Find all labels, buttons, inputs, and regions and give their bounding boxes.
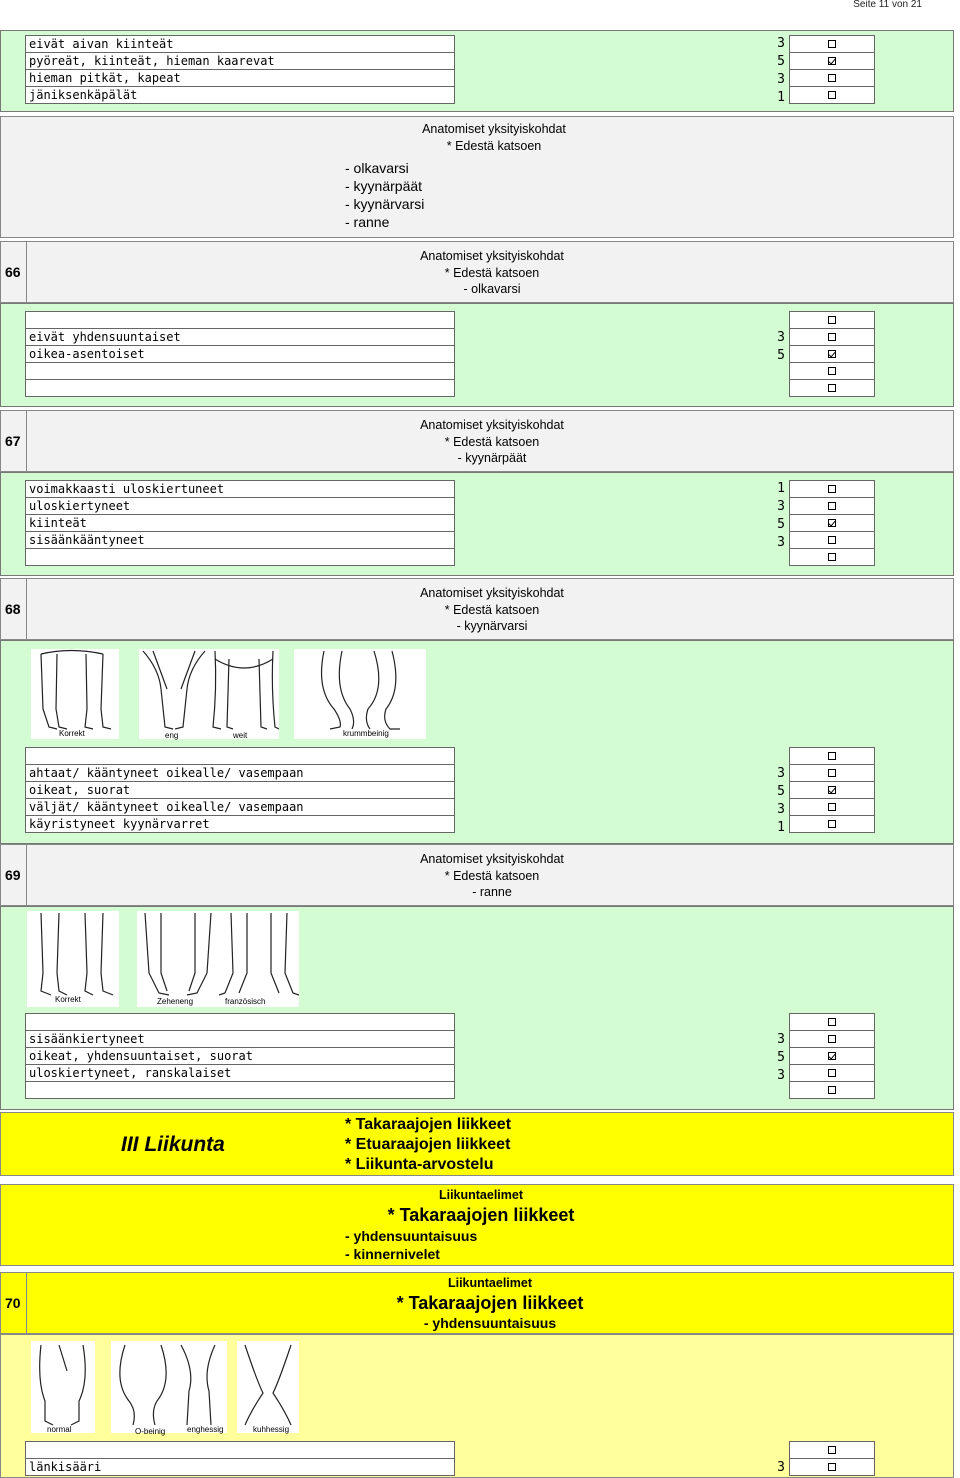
dog-legs-image: [219, 911, 299, 1007]
points-value: 3: [777, 72, 785, 87]
checkbox-cell[interactable]: [789, 1064, 875, 1082]
checkbox-checked[interactable]: [828, 57, 836, 65]
question-topic: - ranne: [472, 885, 512, 899]
liikunta-item: - yhdensuuntaisuus: [345, 1228, 478, 1244]
question-header-68: [0, 578, 954, 640]
hindlegs-normal-icon: [31, 1341, 95, 1433]
option-label: oikea-asentoiset: [25, 345, 455, 363]
checkbox-column: [789, 35, 875, 104]
checkbox-cell[interactable]: [789, 69, 875, 87]
dog-legs-image: [294, 649, 426, 739]
checkbox-cell[interactable]: [789, 747, 875, 765]
dog-hindlegs-image: [31, 1341, 95, 1433]
section-item: - ranne: [345, 214, 390, 230]
checkbox[interactable]: [828, 333, 836, 341]
image-caption: krummbeinig: [343, 729, 389, 738]
dog-legs-image: [27, 911, 119, 1007]
points-value: [715, 552, 787, 570]
wrist-correct-icon: [27, 911, 119, 1007]
image-caption: Korrekt: [59, 729, 85, 738]
points-value: 5: [777, 1050, 785, 1065]
liikunta-subtitle: * Takaraajojen liikkeet: [387, 1205, 575, 1225]
image-caption: eng: [165, 731, 179, 740]
section-title: Anatomiset yksityiskohdat: [422, 122, 566, 136]
points-column: [715, 35, 787, 107]
liikunta-title: Liikuntaelimet: [438, 1188, 524, 1202]
points-value: 3: [777, 1460, 785, 1475]
question-topic: - olkavarsi: [463, 282, 521, 296]
checkbox-cell[interactable]: [789, 480, 875, 498]
question-subtitle: * Takaraajojen liikkeet: [396, 1293, 584, 1313]
checkbox[interactable]: [828, 820, 836, 828]
option-label: länkisääri: [25, 1458, 455, 1476]
option-label: [25, 1441, 455, 1459]
checkbox-cell[interactable]: [789, 548, 875, 566]
hindlegs-cowhocked-icon: [237, 1341, 299, 1433]
checkbox[interactable]: [828, 40, 836, 48]
checkbox[interactable]: [828, 1463, 836, 1471]
checkbox-cell[interactable]: [789, 815, 875, 833]
option-label: voimakkaasti uloskiertuneet: [25, 480, 455, 498]
image-caption: enghessig: [187, 1425, 224, 1434]
points-value: 3: [777, 1032, 785, 1047]
question-body-67: [0, 472, 954, 576]
question-subtitle: * Edestä katsoen: [444, 265, 540, 280]
checkbox-cell[interactable]: [789, 52, 875, 70]
checkbox-cell[interactable]: [789, 781, 875, 799]
option-label: hieman pitkät, kapeat: [25, 69, 455, 87]
image-caption: Korrekt: [55, 995, 81, 1004]
hindlegs-obowed-icon: [111, 1341, 227, 1433]
question-subtitle: * Edestä katsoen: [444, 602, 540, 617]
option-label: [25, 311, 455, 329]
checkbox-cell[interactable]: [789, 514, 875, 532]
option-label: [25, 747, 455, 765]
option-label: [25, 362, 455, 380]
legs-crooked-icon: [294, 649, 426, 739]
checkbox[interactable]: [828, 1069, 836, 1077]
question-number: 66: [1, 242, 27, 302]
option-label: ahtaat/ kääntyneet oikealle/ vasempaan: [25, 764, 455, 782]
question-body-69: [0, 906, 954, 1110]
option-label: oikeat, suorat: [25, 781, 455, 799]
points-value: 3: [777, 330, 785, 345]
section-items: [345, 159, 424, 231]
dog-legs-image: [139, 649, 209, 739]
points-value: [715, 311, 787, 329]
question-number: 70: [1, 1273, 27, 1333]
question-body-68: [0, 640, 954, 844]
points-value: 3: [777, 499, 785, 514]
option-label: [25, 548, 455, 566]
image-caption: weit: [233, 731, 248, 740]
image-caption: Zeheneng: [157, 997, 194, 1006]
option-label: pyöreät, kiinteät, hieman kaarevat: [25, 52, 455, 70]
liikunta-item: - kinnernivelet: [345, 1246, 440, 1262]
checkbox-checked[interactable]: [828, 519, 836, 527]
points-value: [715, 365, 787, 383]
dog-legs-image: [137, 911, 219, 1007]
points-value: [715, 383, 787, 401]
section-item: - olkavarsi: [345, 160, 409, 176]
section-item: - kyynärvarsi: [345, 196, 425, 212]
checkbox[interactable]: [828, 1018, 836, 1026]
question-topic: - kyynärvarsi: [456, 619, 528, 633]
checkbox-cell[interactable]: [789, 345, 875, 363]
wrist-toes-in-icon: [137, 911, 219, 1007]
checkbox-cell[interactable]: [789, 1030, 875, 1048]
section-3-item: * Takaraajojen liikkeet: [345, 1116, 512, 1133]
dog-legs-image: [209, 649, 279, 739]
points-value: 3: [777, 766, 785, 781]
section-subtitle: * Edestä katsoen: [446, 138, 542, 153]
checkbox[interactable]: [828, 769, 836, 777]
checkbox-cell[interactable]: [789, 1013, 875, 1031]
image-caption: französisch: [225, 997, 266, 1006]
question-title: Liikuntaelimet: [447, 1276, 533, 1290]
points-value: 5: [777, 54, 785, 69]
checkbox-cell[interactable]: [789, 311, 875, 329]
question-header-67: [0, 410, 954, 472]
checkbox[interactable]: [828, 485, 836, 493]
question-header-66: [0, 241, 954, 303]
section-3-item: * Liikunta-arvostelu: [345, 1156, 494, 1173]
page-number: Seite 11 von 21: [853, 0, 922, 10]
checkbox-cell[interactable]: [789, 798, 875, 816]
option-label: eivät yhdensuuntaiset: [25, 328, 455, 346]
section-3-item: * Etuaraajojen liikkeet: [345, 1136, 511, 1153]
options-labels: [25, 35, 455, 104]
option-label: oikeat, yhdensuuntaiset, suorat: [25, 1047, 455, 1065]
checkbox-cell[interactable]: [789, 1081, 875, 1099]
checkbox-cell[interactable]: [789, 362, 875, 380]
points-value: [715, 1085, 787, 1103]
question-body-66: [0, 303, 954, 407]
legs-narrow-icon: [139, 649, 209, 739]
points-value: 3: [777, 1068, 785, 1083]
option-label: jäniksenkäpälät: [25, 86, 455, 104]
checkbox[interactable]: [828, 1446, 836, 1454]
checkbox-cell[interactable]: [789, 764, 875, 782]
liikunta-header: [0, 1184, 954, 1266]
option-label: käyristyneet kyynärvarret: [25, 815, 455, 833]
checkbox[interactable]: [828, 502, 836, 510]
option-label: kiinteät: [25, 514, 455, 532]
points-value: 1: [777, 90, 785, 105]
points-value: 5: [777, 348, 785, 363]
option-label: eivät aivan kiinteät: [25, 35, 455, 53]
checkbox-checked[interactable]: [828, 786, 836, 794]
points-value: [715, 1013, 787, 1031]
points-value: [715, 1441, 787, 1459]
checkbox[interactable]: [828, 74, 836, 82]
image-caption: normal: [47, 1425, 72, 1434]
question-subtitle: * Edestä katsoen: [444, 868, 540, 883]
question-title: Anatomiset yksityiskohdat: [420, 852, 564, 866]
question-number: 69: [1, 845, 27, 905]
checkbox-cell[interactable]: [789, 531, 875, 549]
question-number: 68: [1, 579, 27, 639]
option-label: uloskiertyneet, ranskalaiset: [25, 1064, 455, 1082]
checkbox[interactable]: [828, 91, 836, 99]
points-value: 5: [777, 784, 785, 799]
question-header-70: [0, 1272, 954, 1334]
section-3-header: [0, 1112, 954, 1176]
question-subtitle: * Edestä katsoen: [444, 434, 540, 449]
checkbox-checked[interactable]: [828, 1052, 836, 1060]
checkbox[interactable]: [828, 803, 836, 811]
dog-hindlegs-image: [111, 1341, 227, 1433]
question-title: Anatomiset yksityiskohdat: [420, 586, 564, 600]
question-title: Anatomiset yksityiskohdat: [420, 249, 564, 263]
option-label: väljät/ kääntyneet oikealle/ vasempaan: [25, 798, 455, 816]
question-header-69: [0, 844, 954, 906]
legs-correct-icon: [31, 649, 119, 739]
points-value: [715, 747, 787, 765]
image-caption: kuhhessig: [253, 1425, 290, 1434]
checkbox-cell[interactable]: [789, 379, 875, 397]
checkbox[interactable]: [828, 316, 836, 324]
checkbox[interactable]: [828, 752, 836, 760]
checkbox-cell[interactable]: [789, 328, 875, 346]
question-topic: - kyynärpäät: [457, 451, 527, 465]
points-value: 1: [777, 820, 785, 835]
points-value: 3: [777, 36, 785, 51]
dog-legs-image: [31, 649, 119, 739]
question-number: 67: [1, 411, 27, 471]
checkbox[interactable]: [828, 553, 836, 561]
wrist-french-icon: [219, 911, 299, 1007]
question-body-70: [0, 1334, 954, 1478]
checkbox-cell[interactable]: [789, 35, 875, 53]
checkbox[interactable]: [828, 1035, 836, 1043]
checkbox[interactable]: [828, 1086, 836, 1094]
checkbox-checked[interactable]: [828, 350, 836, 358]
option-label: [25, 1081, 455, 1099]
question-title: Anatomiset yksityiskohdat: [420, 418, 564, 432]
question-topic: - yhdensuuntaisuus: [423, 1315, 557, 1331]
points-value: 3: [777, 535, 785, 550]
points-value: 5: [777, 517, 785, 532]
checkbox-cell[interactable]: [789, 1047, 875, 1065]
checkbox-cell[interactable]: [789, 86, 875, 104]
section-item: - kyynärpäät: [345, 178, 423, 194]
legs-wide-icon: [209, 649, 279, 739]
points-value: 3: [777, 802, 785, 817]
image-caption: O-beinig: [135, 1427, 166, 1436]
option-label: [25, 379, 455, 397]
checkbox[interactable]: [828, 384, 836, 392]
checkbox-cell[interactable]: [789, 1441, 875, 1459]
dog-hindlegs-image: [237, 1341, 299, 1433]
option-label: sisäänkiertyneet: [25, 1030, 455, 1048]
checkbox[interactable]: [828, 536, 836, 544]
section-header: [0, 116, 954, 238]
checkbox-cell[interactable]: [789, 1458, 875, 1476]
checkbox[interactable]: [828, 367, 836, 375]
option-label: uloskiertyneet: [25, 497, 455, 515]
option-label: sisäänkääntyneet: [25, 531, 455, 549]
question-block-top: [0, 30, 954, 112]
option-label: [25, 1013, 455, 1031]
section-3-title: III Liikunta: [121, 1133, 225, 1156]
checkbox-cell[interactable]: [789, 497, 875, 515]
points-value: 1: [777, 481, 785, 496]
